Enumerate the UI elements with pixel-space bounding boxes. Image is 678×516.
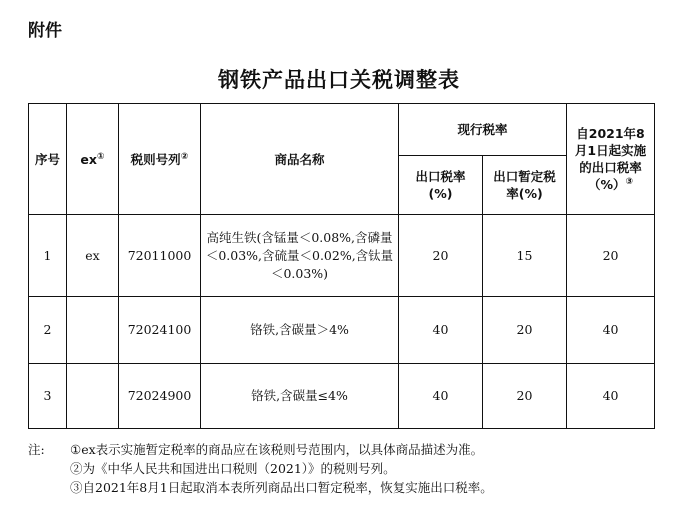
footnote-prefix: 注: [28,442,45,457]
cell-code: 72024900 [119,364,201,429]
cell-seq: 3 [29,364,67,429]
cell-export-rate: 20 [399,215,483,297]
cell-seq: 1 [29,215,67,297]
header-current-rates: 现行税率 [399,104,567,156]
header-seq: 序号 [29,104,67,215]
footnote-text: ①ex表示实施暂定税率的商品应在该税则号范围内，以具体商品描述为准。 [70,442,484,457]
cell-new-rate: 40 [567,297,655,364]
cell-export-rate: 40 [399,364,483,429]
cell-seq: 2 [29,297,67,364]
header-provisional-rate: 出口暂定税率(%) [483,156,567,215]
header-new-rate-footnote-mark: ③ [625,176,634,187]
footnote-2: ②为《中华人民共和国进出口税则（2021）》的税则号列。 [70,461,396,476]
cell-code: 72024100 [119,297,201,364]
header-code [119,104,201,215]
cell-code: 72011000 [119,215,201,297]
cell-ex [67,364,119,429]
cell-provisional-rate: 15 [483,215,567,297]
header-export-rate: 出口税率(%) [399,156,483,215]
cell-new-rate: 40 [567,364,655,429]
cell-provisional-rate: 20 [483,297,567,364]
header-row-top [29,104,655,156]
cell-name: 铬铁,含碳量≤4% [201,364,399,429]
document-title: 钢铁产品出口关税调整表 [218,67,460,92]
header-ex-footnote-mark: ① [96,151,105,162]
footnote-1 [28,440,493,459]
cell-name: 铬铁,含碳量＞4% [201,297,399,364]
header-ex-label: ex [80,151,97,167]
tariff-table [28,103,655,429]
cell-new-rate: 20 [567,215,655,297]
cell-name: 高纯生铁(含锰量＜0.08%,含磷量＜0.03%,含硫量＜0.02%,含钛量＜0.03%) [201,215,399,297]
table-row [29,297,655,364]
cell-ex [67,297,119,364]
header-code-footnote-mark: ② [180,151,189,162]
cell-provisional-rate: 20 [483,364,567,429]
footnote-3: ③自2021年8月1日起取消本表所列商品出口暂定税率，恢复实施出口税率。 [70,480,493,495]
header-code-label: 税则号列 [130,151,181,167]
header-ex [67,104,119,215]
footnotes [28,440,493,497]
table-row [29,215,655,297]
header-name: 商品名称 [201,104,399,215]
cell-export-rate: 40 [399,297,483,364]
header-new-rate [567,104,655,215]
table-row [29,364,655,429]
header-new-rate-label: 自2021年8月1日起实施的出口税率（%） [574,126,647,192]
attachment-label: 附件 [28,21,62,41]
cell-ex: ex [67,215,119,297]
